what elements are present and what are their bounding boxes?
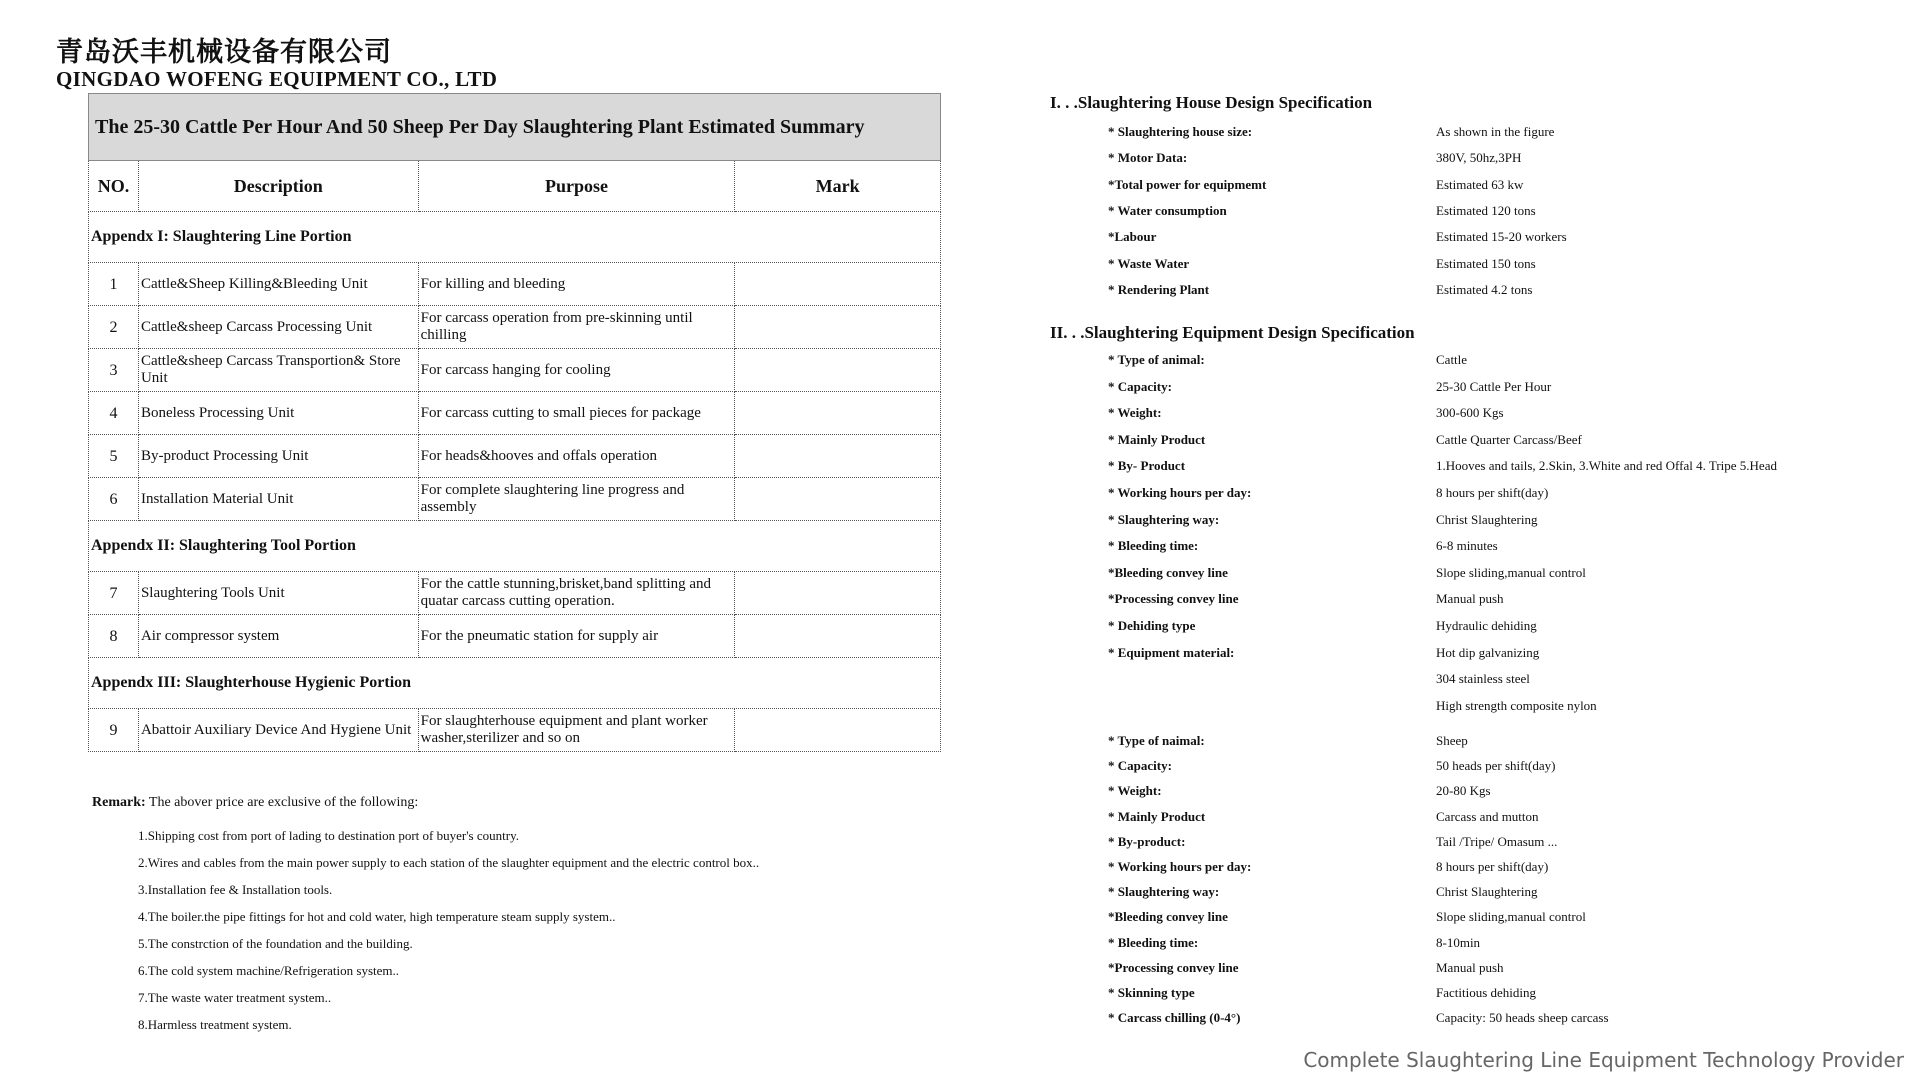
spec-key: * Skinning type [1108, 985, 1195, 1000]
footer-tagline: Complete Slaughtering Line Equipment Technology Provider [1303, 1048, 1904, 1072]
spec-row [1108, 485, 1548, 501]
list-item: 1.Shipping cost from port of lading to destination port of buyer's country. [138, 828, 519, 843]
company-name-english: QINGDAO WOFENG EQUIPMENT CO., LTD [56, 67, 498, 91]
spec-value: 20-80 Kgs [1436, 783, 1491, 799]
list-item: 3.Installation fee & Installation tools. [138, 882, 333, 897]
spec-key: * Weight: [1108, 405, 1162, 421]
spec-key: *Total power for equipmemt [1108, 176, 1267, 192]
spec-value: Estimated 63 kw [1436, 176, 1524, 192]
spec-row [1108, 256, 1536, 272]
spec-row [1108, 352, 1467, 368]
spec-row [1108, 935, 1480, 951]
spec-key: * Working hours per day: [1108, 485, 1252, 500]
row-mark [735, 478, 941, 521]
row-no: 1 [89, 263, 139, 306]
row-description: Cattle&Sheep Killing&Bleeding Unit [138, 263, 418, 306]
table-header-row [89, 161, 941, 212]
row-purpose: For carcass cutting to small pieces for package [418, 392, 735, 435]
spec-row [1108, 1010, 1609, 1026]
spec-row [1108, 809, 1539, 825]
spec-value: Manual push [1436, 591, 1504, 607]
row-description: Cattle&sheep Carcass Processing Unit [138, 306, 418, 349]
spec-row [1108, 538, 1498, 554]
spec-value: 8-10min [1436, 934, 1481, 950]
list-item: 5.The constrction of the foundation and the building. [138, 936, 413, 951]
row-purpose: For the cattle stunning,brisket,band splitting and quatar carcass cutting operation. [418, 572, 735, 615]
spec-key: * Slaughtering house size: [1108, 124, 1253, 139]
spec-row [1108, 645, 1539, 661]
row-no: 3 [89, 349, 139, 392]
table-row [89, 709, 941, 752]
spec-row [1108, 203, 1536, 219]
row-no: 6 [89, 478, 139, 521]
spec-row [1108, 565, 1586, 581]
estimated-summary-table [88, 93, 941, 752]
spec-row [1108, 282, 1532, 298]
row-mark [735, 435, 941, 478]
spec-value: Hydraulic dehiding [1436, 618, 1537, 633]
row-mark [735, 349, 941, 392]
table-row [89, 349, 941, 392]
appendix-row [89, 521, 941, 572]
row-mark [735, 263, 941, 306]
table-title-row [89, 94, 941, 161]
spec-row [1108, 405, 1504, 421]
row-description: Installation Material Unit [138, 478, 418, 521]
row-mark [735, 392, 941, 435]
spec-row [1108, 985, 1536, 1001]
row-purpose: For heads&hooves and offals operation [418, 435, 735, 478]
spec-row [1108, 834, 1557, 850]
spec-value: Sheep [1436, 733, 1468, 748]
header-no: NO. [89, 161, 139, 212]
list-item: 7.The waste water treatment system.. [138, 990, 332, 1005]
table-row [89, 478, 941, 521]
spec-value: Estimated 150 tons [1436, 255, 1536, 271]
spec-value: Estimated 120 tons [1436, 202, 1536, 218]
spec-row [1108, 512, 1537, 528]
row-purpose: For killing and bleeding [418, 263, 735, 306]
spec-key: * Capacity: [1108, 378, 1172, 394]
table-row [89, 306, 941, 349]
appendix-row [89, 658, 941, 709]
table-row [89, 392, 941, 435]
table-row [89, 615, 941, 658]
row-no: 7 [89, 572, 139, 615]
remark-label: Remark: [92, 795, 146, 810]
row-description: Abattoir Auxiliary Device And Hygiene Unit [138, 709, 418, 752]
spec-key: * Type of animal: [1108, 352, 1205, 367]
company-name-chinese: 青岛沃丰机械设备有限公司 [56, 37, 392, 68]
spec-row [1108, 909, 1586, 925]
spec-row [1108, 177, 1523, 193]
spec-key: * Mainly Product [1108, 431, 1206, 447]
list-item: 6.The cold system machine/Refrigeration system.. [138, 963, 400, 978]
spec-row [1108, 458, 1777, 474]
list-item: 2.Wires and cables from the main power supply to each station of the slaughter equipment and the electric control box.. [138, 855, 760, 870]
row-purpose: For complete slaughtering line progress and assembly [418, 478, 735, 521]
row-purpose: For slaughterhouse equipment and plant worker washer,sterilizer and so on [418, 709, 735, 752]
spec-key: * Dehiding type [1108, 618, 1196, 633]
appendix-1-label: Appendx I: Slaughtering Line Portion [89, 212, 941, 263]
spec-key: * Motor Data: [1108, 150, 1188, 166]
row-purpose: For the pneumatic station for supply air [418, 615, 735, 658]
spec-key: * Slaughtering way: [1108, 511, 1220, 527]
spec-key: * Type of naimal: [1108, 733, 1205, 748]
spec-row [1108, 733, 1468, 749]
spec-row [1108, 859, 1548, 875]
spec-value: Christ Slaughtering [1436, 884, 1538, 900]
row-no: 4 [89, 392, 139, 435]
spec-key: *Processing convey line [1108, 591, 1239, 607]
spec-value: 1.Hooves and tails, 2.Skin, 3.White and red Offal 4. Tripe 5.Head [1436, 458, 1777, 474]
spec-key: * By-product: [1108, 833, 1186, 849]
appendix-2-label: Appendx II: Slaughtering Tool Portion [89, 521, 941, 572]
spec-row [1108, 758, 1556, 774]
spec-row [1108, 960, 1504, 976]
spec-value: 300-600 Kgs [1436, 405, 1504, 421]
row-mark [735, 306, 941, 349]
row-mark [735, 615, 941, 658]
spec-value: Slope sliding,manual control [1436, 564, 1586, 580]
row-no: 8 [89, 615, 139, 658]
row-purpose: For carcass operation from pre-skinning until chilling [418, 306, 735, 349]
spec-value: As shown in the figure [1436, 124, 1555, 139]
spec-value: 380V, 50hz,3PH [1436, 150, 1522, 166]
row-mark [735, 709, 941, 752]
spec-value: 8 hours per shift(day) [1436, 859, 1549, 874]
spec-row [1108, 671, 1530, 687]
spec-value: Cattle [1436, 352, 1468, 367]
spec-key: *Labour [1108, 229, 1157, 245]
appendix-3-label: Appendx III: Slaughterhouse Hygienic Portion [89, 658, 941, 709]
row-purpose: For carcass hanging for cooling [418, 349, 735, 392]
spec-row [1108, 124, 1554, 140]
spec-key: * Bleeding time: [1108, 538, 1199, 554]
spec-value: Carcass and mutton [1436, 808, 1539, 824]
spec-value: Estimated 4.2 tons [1436, 281, 1533, 297]
remark [92, 795, 418, 811]
spec-key: * Weight: [1108, 783, 1162, 799]
spec-value: 304 stainless steel [1436, 671, 1530, 687]
spec-row [1108, 591, 1504, 607]
equipment-spec-heading: II. . .Slaughtering Equipment Design Specification [1050, 323, 1415, 342]
spec-value: Factitious dehiding [1436, 985, 1537, 1000]
spec-row [1108, 229, 1567, 245]
table-title: The 25-30 Cattle Per Hour And 50 Sheep Per Day Slaughtering Plant Estimated Summary [89, 94, 941, 161]
remark-list [138, 822, 759, 1038]
spec-value: Estimated 15-20 workers [1436, 229, 1567, 245]
spec-key: * Capacity: [1108, 758, 1172, 774]
spec-value: Capacity: 50 heads sheep carcass [1436, 1010, 1609, 1026]
row-no: 9 [89, 709, 139, 752]
spec-value: Slope sliding,manual control [1436, 909, 1586, 925]
spec-key: *Bleeding convey line [1108, 564, 1228, 580]
spec-row [1108, 379, 1551, 395]
appendix-row [89, 212, 941, 263]
spec-key: * Bleeding time: [1108, 934, 1199, 950]
row-description: Boneless Processing Unit [138, 392, 418, 435]
spec-row [1108, 618, 1537, 634]
spec-value: Hot dip galvanizing [1436, 644, 1540, 660]
spec-value: 6-8 minutes [1436, 538, 1498, 554]
spec-key: * By- Product [1108, 458, 1186, 474]
header-purpose: Purpose [418, 161, 735, 212]
header-description: Description [138, 161, 418, 212]
spec-key: * Waste Water [1108, 255, 1190, 271]
row-description: By-product Processing Unit [138, 435, 418, 478]
spec-value: 8 hours per shift(day) [1436, 485, 1549, 500]
house-spec-heading: I. . .Slaughtering House Design Specification [1050, 93, 1373, 112]
spec-key: * Carcass chilling (0-4°) [1108, 1010, 1241, 1026]
row-no: 5 [89, 435, 139, 478]
row-mark [735, 572, 941, 615]
spec-row [1108, 698, 1597, 714]
spec-value: 50 heads per shift(day) [1436, 758, 1556, 774]
spec-key: * Mainly Product [1108, 808, 1206, 824]
spec-row [1108, 783, 1491, 799]
spec-value: Christ Slaughtering [1436, 511, 1538, 527]
row-description: Air compressor system [138, 615, 418, 658]
spec-value: 25-30 Cattle Per Hour [1436, 378, 1552, 394]
spec-value: Manual push [1436, 959, 1504, 975]
header-mark: Mark [735, 161, 941, 212]
spec-key: *Processing convey line [1108, 959, 1239, 975]
spec-value: High strength composite nylon [1436, 697, 1597, 713]
spec-key: *Bleeding convey line [1108, 909, 1228, 925]
spec-key: * Working hours per day: [1108, 859, 1252, 874]
row-description: Slaughtering Tools Unit [138, 572, 418, 615]
list-item: 8.Harmless treatment system. [138, 1017, 292, 1032]
spec-row [1108, 150, 1521, 166]
table-row [89, 435, 941, 478]
spec-value: Tail /Tripe/ Omasum ... [1436, 833, 1558, 849]
table-row [89, 572, 941, 615]
spec-row [1108, 432, 1582, 448]
remark-text: The abover price are exclusive of the following: [148, 795, 419, 810]
spec-key: * Equipment material: [1108, 644, 1235, 660]
spec-key: * Rendering Plant [1108, 281, 1210, 297]
spec-key: * Water consumption [1108, 202, 1227, 218]
table-row [89, 263, 941, 306]
spec-value: Cattle Quarter Carcass/Beef [1436, 431, 1582, 447]
row-no: 2 [89, 306, 139, 349]
list-item: 4.The boiler.the pipe fittings for hot and cold water, high temperature steam supply system.. [138, 909, 616, 924]
spec-key: * Slaughtering way: [1108, 884, 1220, 900]
row-description: Cattle&sheep Carcass Transportion& Store Unit [138, 349, 418, 392]
spec-row [1108, 884, 1537, 900]
